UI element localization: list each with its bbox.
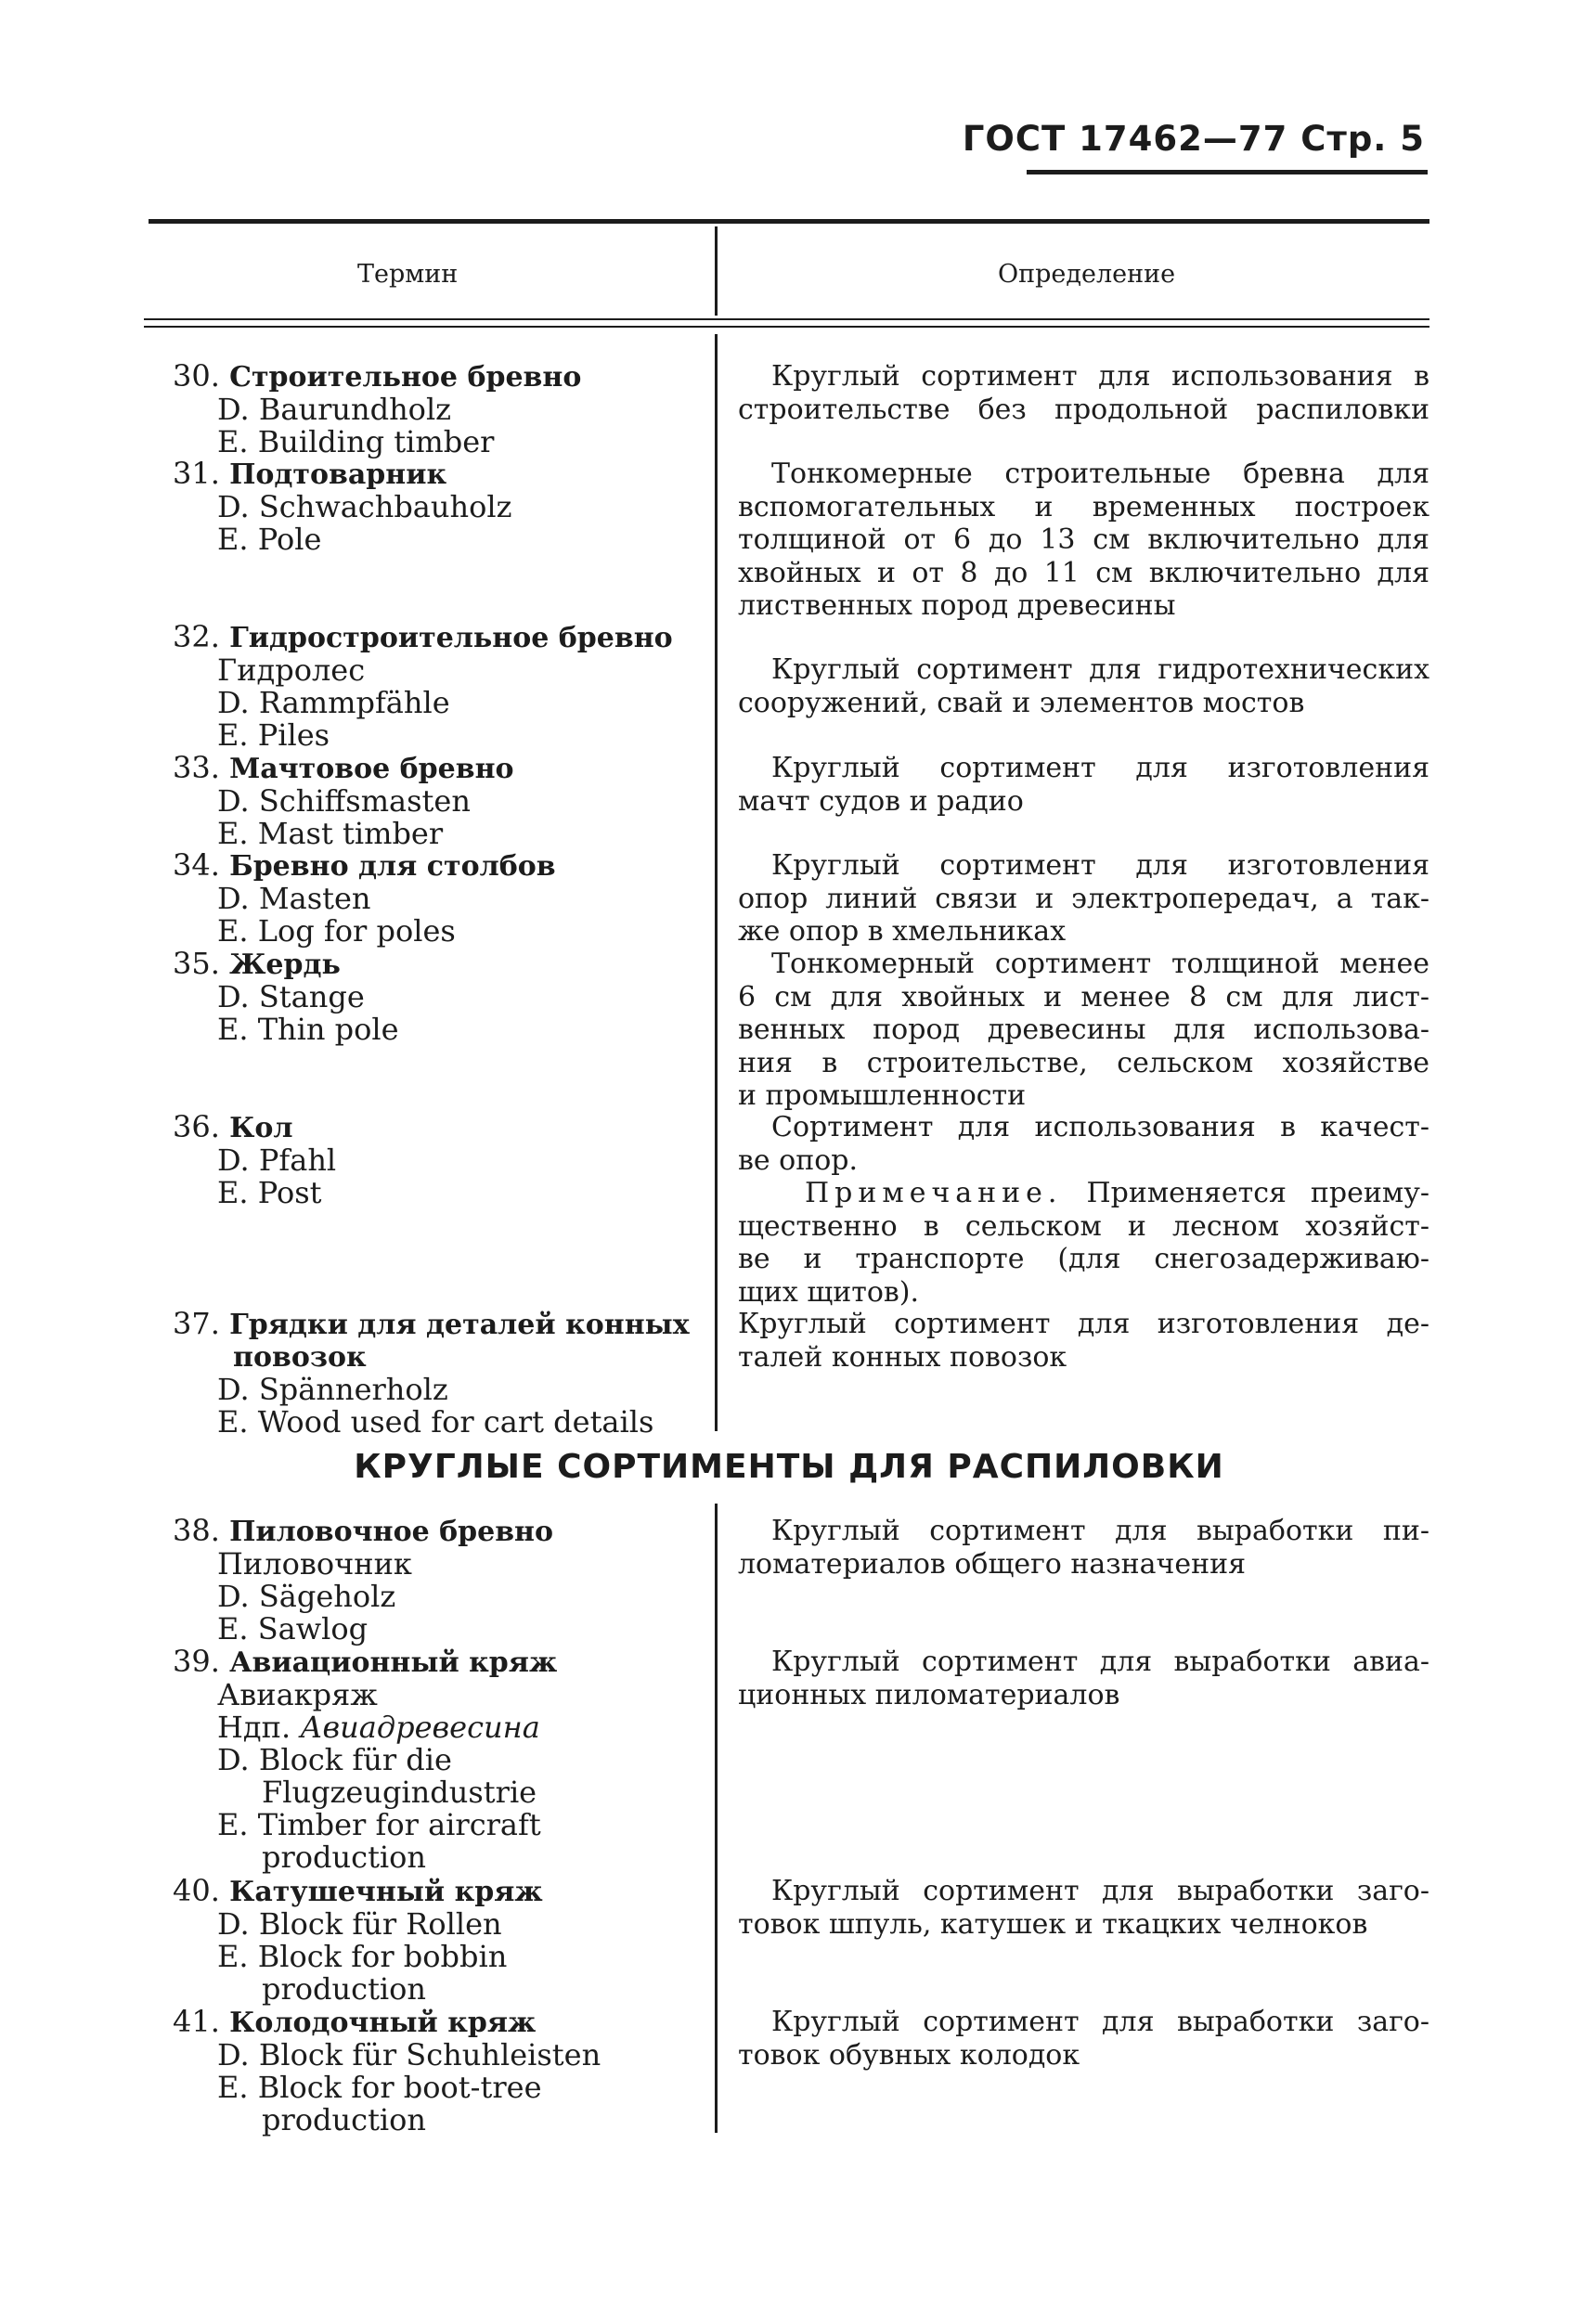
definition-line: мачт судов и радио <box>738 784 1024 818</box>
term-english: E. Wood used for cart details <box>217 1404 654 1440</box>
definition-line: вспомогательных и временных построек <box>738 490 1429 523</box>
definition-line: ломатериалов общего назначения <box>738 1547 1247 1581</box>
table-top-rule <box>149 219 1429 224</box>
term-entry-34 <box>173 849 556 948</box>
header-bottom-rule-double <box>144 326 1429 328</box>
term-entry-38 <box>173 1515 553 1646</box>
definition-line: Круглый сортимент для использования в <box>771 360 1429 393</box>
term-german: D. Schiffsmasten <box>217 783 471 819</box>
term-name: Грядки для деталей конных <box>229 1309 690 1341</box>
term-english-continued: production <box>262 2102 427 2137</box>
term-number: 40. <box>173 1873 220 1908</box>
term-number: 30. <box>173 358 220 394</box>
definition-41 <box>738 2006 1429 2072</box>
definition-line: опор линий связи и электропередач, а так- <box>738 882 1429 915</box>
term-number: 38. <box>173 1513 220 1548</box>
term-name: Мачтовое бревно <box>229 753 514 785</box>
term-deprecated <box>173 1711 557 1744</box>
definition-line: Круглый сортимент для выработки заго- <box>771 2006 1429 2038</box>
term-german: D. Pfahl <box>217 1143 337 1178</box>
term-number: 36. <box>173 1109 220 1144</box>
definition-line: же опор в хмельниках <box>738 915 1067 948</box>
term-german-continued: Flugzeugindustrie <box>262 1775 537 1810</box>
term-number: 32. <box>173 619 220 654</box>
definition-note-line: щих щитов). <box>738 1275 920 1309</box>
term-german: D. Block für Rollen <box>217 1906 502 1942</box>
definition-line: Круглый сортимент для выработки заго- <box>771 1875 1429 1907</box>
definition-line: сооружений, свай и элементов мостов <box>738 686 1305 719</box>
deprecated-label: Ндп. <box>217 1710 291 1745</box>
column-divider-lower <box>715 1504 718 2133</box>
term-entry-35 <box>173 948 399 1046</box>
definition-34 <box>738 849 1429 949</box>
term-name: Подтоварник <box>229 458 447 491</box>
definition-36 <box>738 1111 1429 1309</box>
note-label: Примечание. <box>805 1177 1063 1209</box>
term-english-continued: production <box>262 1971 427 2007</box>
header-rule <box>1027 170 1428 174</box>
definition-line: хвойных и от 8 до 11 см включительно для <box>738 556 1429 589</box>
term-german: D. Block für die <box>217 1742 452 1777</box>
term-german: D. Spännerholz <box>217 1372 448 1407</box>
definition-39 <box>738 1646 1429 1711</box>
definition-38 <box>738 1515 1429 1581</box>
definition-line: Тонкомерные строительные бревна для <box>771 458 1429 490</box>
term-english: E. Pole <box>217 522 322 557</box>
column-header-definition: Определение <box>998 260 1176 289</box>
definition-30 <box>738 360 1429 426</box>
definition-line: Сортимент для использования в качест- <box>771 1111 1429 1143</box>
term-english: E. Thin pole <box>217 1012 399 1047</box>
term-entry-33 <box>173 752 514 850</box>
definition-line: Круглый сортимент для выработки авиа- <box>771 1646 1429 1678</box>
term-german: D. Baurundholz <box>217 392 452 427</box>
term-number: 37. <box>173 1306 220 1341</box>
term-entry-37 <box>173 1308 690 1439</box>
term-german: D. Masten <box>217 881 371 916</box>
term-english: E. Piles <box>217 717 330 753</box>
definition-line: Круглый сортимент для изготовления де- <box>738 1308 1429 1340</box>
section-title: КРУГЛЫЕ СОРТИМЕНТЫ ДЛЯ РАСПИЛОВКИ <box>354 1448 1224 1486</box>
definition-line: Круглый сортимент для изготовления <box>771 752 1429 784</box>
term-english: E. Building timber <box>217 424 495 459</box>
term-entry-40 <box>173 1875 543 2006</box>
term-name-continued: повозок <box>233 1341 367 1374</box>
definition-line: товок шпуль, катушек и ткацких челноков <box>738 1907 1368 1941</box>
definition-line: Тонкомерный сортимент толщиной менее <box>771 948 1429 980</box>
definition-40 <box>738 1875 1429 1941</box>
term-entry-32 <box>173 621 673 752</box>
term-english: E. Block for boot-tree <box>217 2070 542 2105</box>
term-name: Пиловочное бревно <box>229 1516 554 1548</box>
term-name: Катушечный кряж <box>229 1876 543 1908</box>
definition-37 <box>738 1308 1429 1374</box>
term-entry-39 <box>173 1646 557 1874</box>
deprecated-term: Авиадревесина <box>300 1710 540 1745</box>
definition-31 <box>738 458 1429 623</box>
definition-line: Круглый сортимент для изготовления <box>771 849 1429 882</box>
definition-line: 6 см для хвойных и менее 8 см для лист- <box>738 980 1429 1014</box>
definition-32 <box>738 653 1429 719</box>
definition-line: Круглый сортимент для выработки пи- <box>771 1515 1429 1547</box>
term-entry-30 <box>173 360 581 458</box>
term-number: 35. <box>173 946 220 981</box>
definition-line: товок обувных колодок <box>738 2038 1080 2072</box>
term-synonym: Авиакряж <box>217 1677 378 1712</box>
definition-line: лиственных пород древесины <box>738 589 1176 622</box>
definition-line: талей конных повозок <box>738 1340 1067 1374</box>
header-column-divider <box>715 226 718 316</box>
column-header-term: Термин <box>357 260 459 289</box>
term-entry-41 <box>173 2006 601 2137</box>
term-number: 33. <box>173 750 220 785</box>
definition-line: толщиной от 6 до 13 см включительно для <box>738 523 1429 556</box>
definition-line: ния в строительстве, сельском хозяйстве <box>738 1046 1429 1079</box>
term-english: E. Post <box>217 1175 322 1210</box>
definition-line: строительстве без продольной распиловки <box>738 393 1429 426</box>
term-german: D. Sägeholz <box>217 1579 396 1614</box>
term-english: E. Block for bobbin <box>217 1939 508 1974</box>
term-name: Строительное бревно <box>229 361 582 394</box>
term-entry-31 <box>173 458 511 556</box>
term-number: 39. <box>173 1644 220 1679</box>
term-german: D. Rammpfähle <box>217 685 450 720</box>
term-name: Авиационный кряж <box>229 1646 558 1679</box>
page-header: ГОСТ 17462—77 Стр. 5 <box>962 119 1425 159</box>
definition-line: ве опор. <box>738 1143 859 1177</box>
definition-line: Круглый сортимент для гидротехнических <box>771 653 1429 686</box>
definition-line: ционных пиломатериалов <box>738 1678 1120 1711</box>
term-english: E. Sawlog <box>217 1611 369 1646</box>
term-name: Жердь <box>229 949 341 981</box>
column-divider-upper <box>715 334 718 1431</box>
term-german: D. Block für Schuhleisten <box>217 2037 601 2072</box>
term-name: Кол <box>229 1112 293 1144</box>
term-name: Гидростроительное бревно <box>229 622 673 654</box>
term-synonym: Гидролес <box>217 652 366 688</box>
definition-line: и промышленности <box>738 1079 1027 1112</box>
term-name: Колодочный кряж <box>229 2007 537 2039</box>
definition-note-line: щественно в сельском и лесном хозяйст- <box>738 1209 1429 1243</box>
term-english: E. Log for poles <box>217 913 456 949</box>
term-synonym: Пиловочник <box>217 1546 412 1582</box>
definition-35 <box>738 948 1429 1113</box>
term-name: Бревно для столбов <box>229 850 556 883</box>
term-english-continued: production <box>262 1840 427 1875</box>
note-text: Применяется преиму- <box>1086 1177 1429 1209</box>
term-english: E. Mast timber <box>217 816 444 851</box>
term-number: 34. <box>173 847 220 883</box>
definition-note-line <box>738 1177 1429 1210</box>
term-german: D. Schwachbauholz <box>217 489 512 524</box>
definition-33 <box>738 752 1429 818</box>
definition-note-line: ве и транспорте (для снегозадерживаю- <box>738 1243 1429 1275</box>
header-bottom-rule <box>144 318 1429 320</box>
definition-line: венных пород древесины для использова- <box>738 1014 1429 1046</box>
term-german: D. Stange <box>217 979 365 1014</box>
term-number: 31. <box>173 456 220 491</box>
term-number: 41. <box>173 2004 220 2039</box>
term-english: E. Timber for aircraft <box>217 1807 541 1842</box>
term-entry-36 <box>173 1111 336 1209</box>
